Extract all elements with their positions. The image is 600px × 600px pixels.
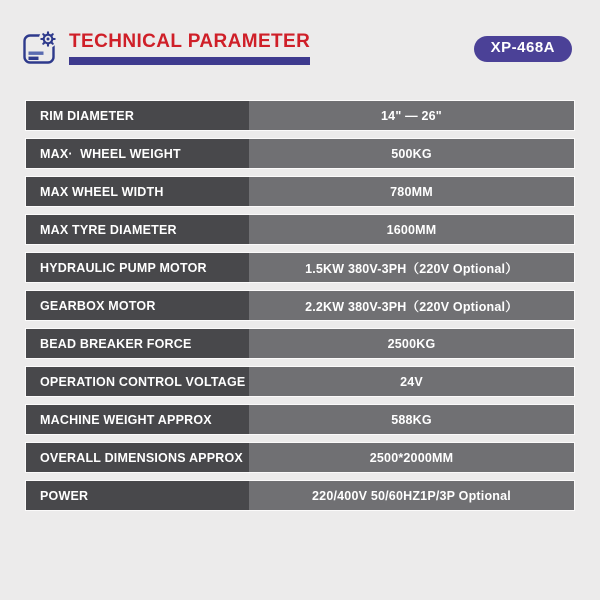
table-row <box>25 100 575 131</box>
table-row <box>25 442 575 473</box>
row-label: MAX TYRE DIAMETER <box>26 215 249 244</box>
table-row <box>25 290 575 321</box>
row-label: MAX WHEEL WIDTH <box>26 177 249 206</box>
table-row <box>25 480 575 511</box>
row-value: 2500KG <box>249 329 574 358</box>
row-label: RIM DIAMETER <box>26 101 249 130</box>
row-label: GEARBOX MOTOR <box>26 291 249 320</box>
row-label: OVERALL DIMENSIONS APPROX <box>26 443 249 472</box>
model-badge: XP-468A <box>474 36 572 62</box>
row-label: MAX· WHEEL WEIGHT <box>26 139 249 168</box>
row-value: 1600MM <box>249 215 574 244</box>
table-row <box>25 176 575 207</box>
row-label: BEAD BREAKER FORCE <box>26 329 249 358</box>
header <box>20 28 580 68</box>
row-label: HYDRAULIC PUMP MOTOR <box>26 253 249 282</box>
table-row <box>25 366 575 397</box>
table-row <box>25 252 575 283</box>
row-label: MACHINE WEIGHT APPROX <box>26 405 249 434</box>
title-underline-bar <box>69 57 310 65</box>
table-row <box>25 328 575 359</box>
table-row <box>25 214 575 245</box>
row-label: OPERATION CONTROL VOLTAGE <box>26 367 249 396</box>
row-value: 2.2KW 380V-3PH（220V Optional） <box>249 291 574 320</box>
table-row <box>25 404 575 435</box>
row-label: POWER <box>26 481 249 510</box>
row-value: 500KG <box>249 139 574 168</box>
document-gear-icon <box>20 28 60 68</box>
page-title: TECHNICAL PARAMETER <box>69 31 311 52</box>
row-value: 2500*2000MM <box>249 443 574 472</box>
row-value: 14" — 26" <box>249 101 574 130</box>
spec-table <box>25 100 575 518</box>
row-value: 220/400V 50/60HZ1P/3P Optional <box>249 481 574 510</box>
row-value: 24V <box>249 367 574 396</box>
row-value: 588KG <box>249 405 574 434</box>
row-value: 780MM <box>249 177 574 206</box>
page-title-block <box>69 28 310 65</box>
row-value: 1.5KW 380V-3PH（220V Optional） <box>249 253 574 282</box>
table-row <box>25 138 575 169</box>
